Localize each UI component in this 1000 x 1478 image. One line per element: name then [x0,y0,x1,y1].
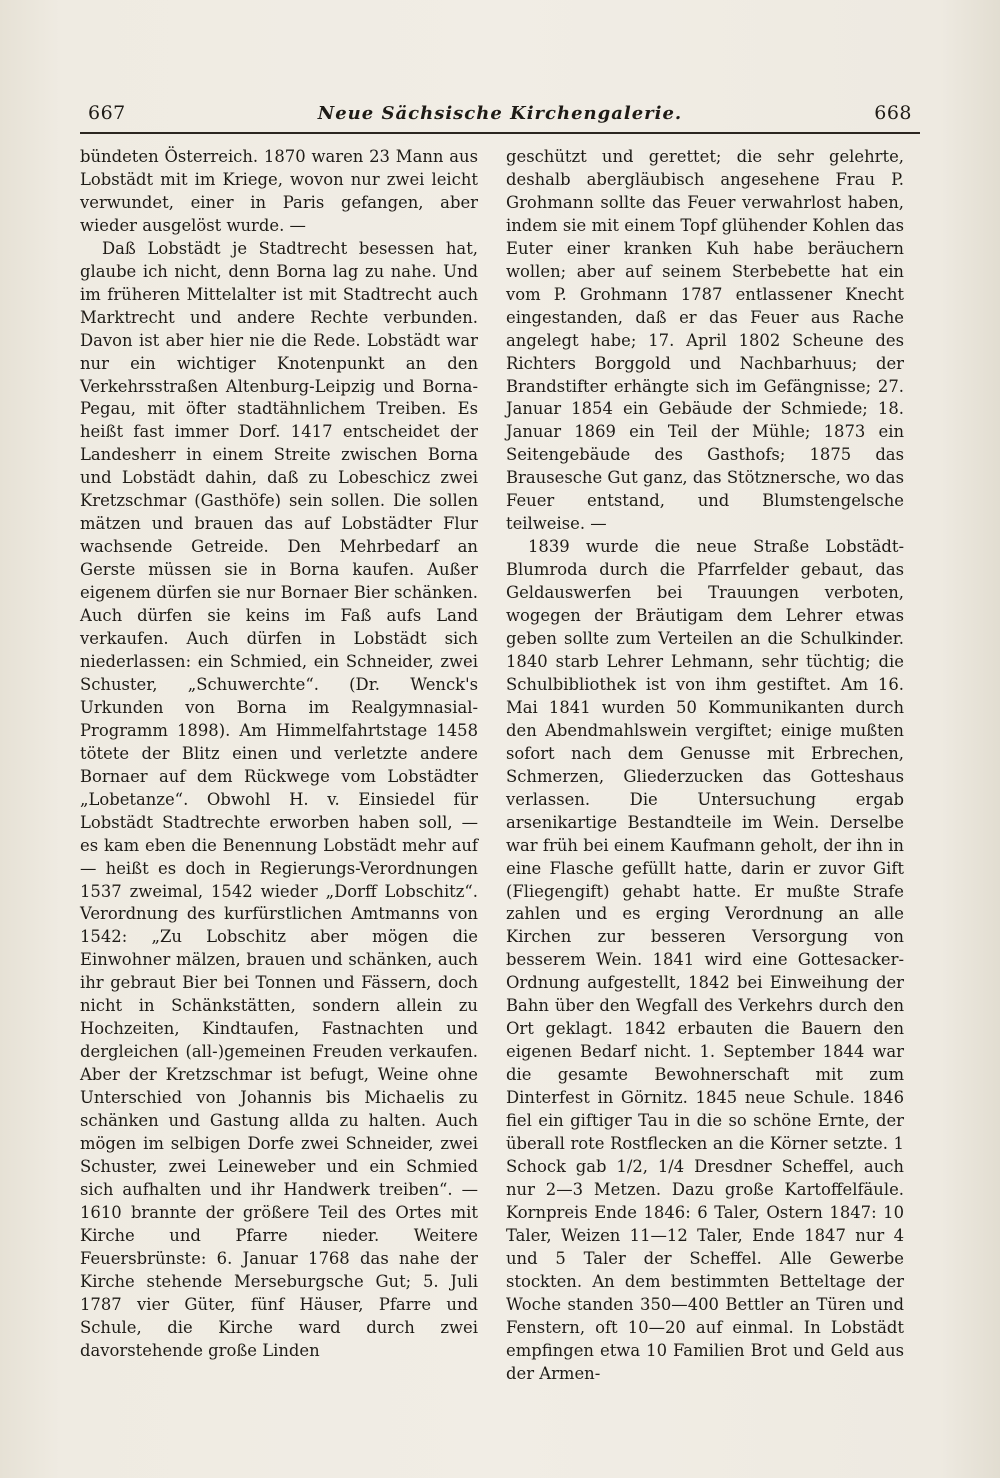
running-title: Neue Sächsische Kirchengalerie. [317,103,683,124]
left-paragraph-2: Daß Lobstädt je Stadtrecht besessen hat, glaube ich nicht, denn Borna lag zu nahe. Und im früheren Mittelalter ist mit Stadtrecht auch Marktrecht und andere Rechte verbunden. Davon ist aber hier nie die Rede. Lobstädt war nur ein wichtiger Knotenpunkt an den Verkehrsstraßen Altenburg-Leipzig und Borna-Pegau, mit öfter stadtähnlichem Treiben. Es heißt fast immer Dorf. 1417 entscheidet der Landesherr in einem Streite zwischen Borna und Lobstädt dahin, daß zu Lobeschicz zwei Kretzschmar (Gasthöfe) sein sollen. Die sollen mätzen und brauen das auf Lobstädter Flur wachsende Getreide. Den Mehrbedarf an Gerste müssen sie in Borna kaufen. Außer eigenem dürfen sie nur Bornaer Bier schänken. Auch dürfen sie keins im Faß aufs Land verkaufen. Auch dürfen in Lobstädt sich niederlassen: ein Schmied, ein Schneider, zwei Schuster, „Schuwerchte“. (Dr. Wenck's Urkunden von Borna im Realgymnasial-Programm 1898). Am Himmelfahrtstage 1458 tötete der Blitz einen und verletzte andere Bornaer auf dem Rückwege vom Lobstädter „Lobetanze“. Obwohl H. v. Einsiedel für Lobstädt Stadtrechte erworben haben soll, — es kam eben die Benennung Lobstädt mehr auf — heißt es doch in Regierungs-Verordnungen 1537 zweimal, 1542 wieder „Dorff Lobschitz“. Verordnung des kurfürstlichen Amtmanns von 1542: „Zu Lobschitz aber mögen die Einwohner mälzen, brauen und schänken, auch ihr gebraut Bier bei Tonnen und Fässern, doch nicht in Schänkstätten, sondern allein zu Hochzeiten, Kindtaufen, Fastnachten und dergleichen (all-)gemeinen Freuden verkaufen. Aber der Kretzschmar ist befugt, Weine ohne Unterschied von Johannis bis Michaelis zu schänken und Gastung allda zu halten. Auch mögen im selbigen Dorfe zwei Schneider, zwei Schuster, zwei Leineweber und ein Schmied sich aufhalten und ihr Handwerk treiben“. — 1610 brannte der größere Teil des Ortes mit Kirche und Pfarre nieder. Weitere Feuersbrünste: 6. Januar 1768 das nahe der Kirche stehende Merseburgsche Gut; 5. Juli 1787 vier Güter, fünf Häuser, Pfarre und Schule, die Kirche ward durch zwei davorstehende große Linden [80,238,478,1360]
right-column [506,146,904,1385]
page-number-left: 667 [88,102,126,124]
right-paragraph-1: geschützt und gerettet; die sehr gelehrte, deshalb abergläubisch angesehene Frau P. Grohmann sollte das Feuer verwahrlost haben, indem sie mit einem Topf glühender Kohlen das Euter einer kranken Kuh habe beräuchern wollen; aber auf seinem Sterbebette hat ein vom P. Grohmann 1787 entlassener Knecht eingestanden, daß er das Feuer aus Rache angelegt habe; 17. April 1802 Scheune des Richters Borggold und Nachbarhuus; der Brandstifter erhängte sich im Gefängnisse; 27. Januar 1854 ein Gebäude der Schmiede; 18. Januar 1869 ein Teil der Mühle; 1873 ein Seitengebäude des Gasthofs; 1875 das Brausesche Gut ganz, das Stötznersche, wo das Feuer entstand, und Blumstengelsche teilweise. — [506,147,904,534]
right-paragraph-2: 1839 wurde die neue Straße Lobstädt-Blumroda durch die Pfarrfelder gebaut, das Geldauswerfen bei Trauungen verboten, wogegen der Bräutigam dem Lehrer etwas geben sollte zum Verteilen an die Schulkinder. 1840 starb Lehrer Lehmann, sehr tüchtig; die Schulbibliothek ist von ihm gestiftet. Am 16. Mai 1841 wurden 50 Kommunikanten durch den Abendmahlswein vergiftet; einige mußten sofort nach dem Genusse mit Erbrechen, Schmerzen, Gliederzucken das Gotteshaus verlassen. Die Untersuchung ergab arsenikartige Bestandteile im Wein. Derselbe war früh bei einem Kaufmann geholt, der ihn in eine Flasche gefüllt hatte, darin er zuvor Gift (Fliegengift) gehabt hatte. Er mußte Strafe zahlen und es erging Verordnung an alle Kirchen zur besseren Versorgung von besserem Wein. 1841 wird eine Gottesacker-Ordnung aufgestellt, 1842 bei Einweihung der Bahn über den Wegfall des Verkehrs durch den Ort geklagt. 1842 erbauten die Bauern den eigenen Bedarf nicht. 1. September 1844 war die gesamte Bewohnerschaft mit zum Dinterfest in Görnitz. 1845 neue Schule. 1846 fiel ein giftiger Tau in die so schöne Ernte, der überall rote Rostflecken an die Körner setzte. 1 Schock gab 1/2, 1/4 Dresdner Scheffel, auch nur 2—3 Metzen. Dazu große Kartoffelfäule. Kornpreis Ende 1846: 6 Taler, Ostern 1847: 10 Taler, Weizen 11—12 Taler, Ende 1847 nur 4 und 5 Taler der Scheffel. Alle Gewerbe stockten. An dem bestimmten Betteltage der Woche standen 350—400 Bettler an Türen und Fenstern, oft 10—20 auf einmal. In Lobstädt empfingen etwa 10 Familien Brot und Geld aus der Armen- [506,537,904,1383]
left-column [80,146,478,1363]
page-number-right: 668 [874,102,912,124]
page-header [80,92,920,134]
left-paragraph-1: bündeten Österreich. 1870 waren 23 Mann aus Lobstädt mit im Kriege, wovon nur zwei leicht verwundet, einer in Paris gefangen, aber wieder ausgelöst wurde. — [80,147,478,235]
